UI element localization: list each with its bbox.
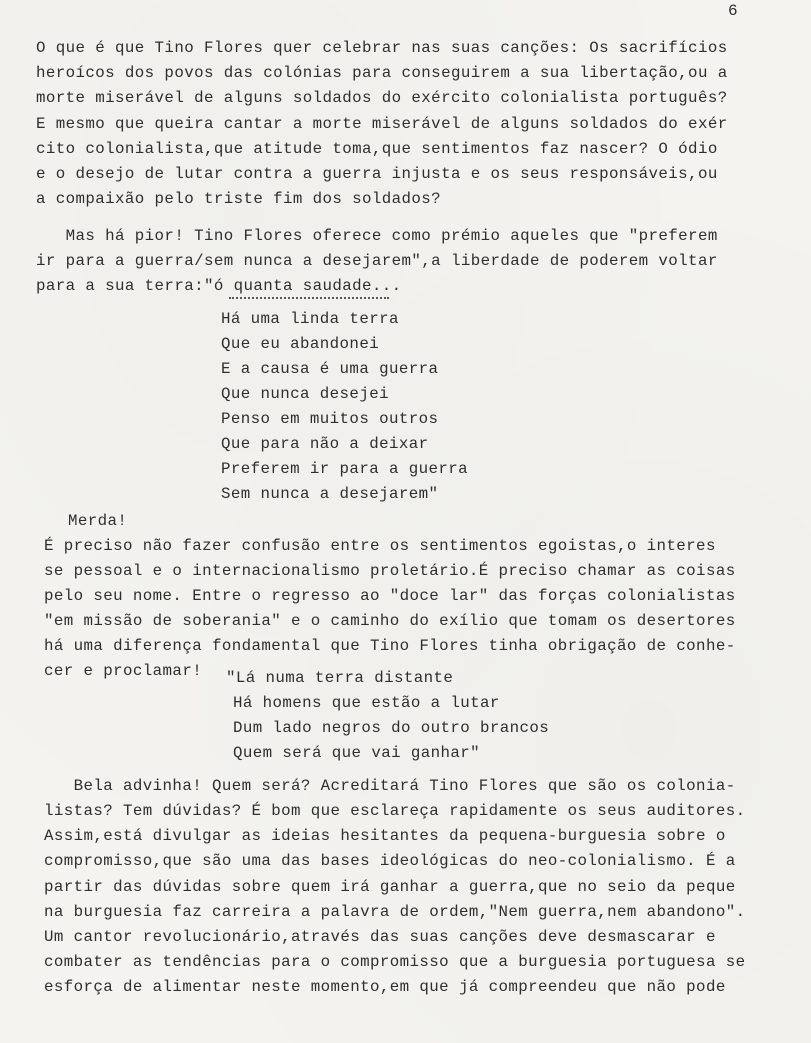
text-line: compromisso,que são uma das bases ideológicas do neo-colonialismo. É a [44,852,736,870]
exclamation: Merda! [68,512,128,530]
text-line: "em missão de soberania" e o caminho do exílio que tomam os desertores [44,612,736,630]
text-line: esforça de alimentar neste momento,em que já compreendeu que não pode [44,978,726,996]
text-line: combater as tendências para o compromisso que a burguesia portuguesa se [44,953,746,971]
verse-line: Penso em muitos outros [221,410,439,428]
text-line: cito colonialista,que atitude toma,que sentimentos faz nascer? O ódio [36,140,718,158]
text-line: se pessoal e o internacionalismo proletário.É preciso chamar as coisas [44,562,736,580]
text-line: listas? Tem dúvidas? É bom que esclareça rapidamente os seus auditores. [44,802,746,820]
verse-line: Que eu abandonei [221,335,380,353]
dotted-underline [229,297,389,299]
verse-line: "Lá numa terra distante [226,669,454,687]
text-line: É preciso não fazer confusão entre os sentimentos egoistas,o interes [44,537,716,555]
verse-line: Dum lado negros do outro brancos [233,719,550,737]
page-number: 6 [728,2,738,20]
text-line: e o desejo de lutar contra a guerra injusta e os seus responsáveis,ou [36,165,718,183]
text-line: Assim,está divulgar as ideias hesitantes da pequena-burguesia sobre o [44,827,726,845]
text-line: há uma diferença fondamental que Tino Flores tinha obrigação de conhe- [44,637,736,655]
verse-line: Há uma linda terra [221,310,399,328]
text-line: Mas há pior! Tino Flores oferece como prémio aqueles que "preferem [36,227,718,245]
text-line: Bela advinha! Quem será? Acreditará Tino Flores que são os colonia- [44,777,736,795]
verse-line: Sem nunca a desejarem" [221,485,439,503]
text-line: E mesmo que queira cantar a morte miserável de alguns soldados do exér [36,115,728,133]
text-line: Um cantor revolucionário,através das suas canções deve desmascarar e [44,928,716,946]
text-line: para a sua terra:"ó quanta saudade... [36,277,402,295]
text-line: cer e proclamar! [44,662,203,680]
verse-line: Preferem ir para a guerra [221,460,468,478]
text-line: a compaixão pelo triste fim dos soldados? [36,190,442,208]
text-line: pelo seu nome. Entre o regresso ao "doce lar" das forças colonialistas [44,587,736,605]
text-line: partir das dúvidas sobre quem irá ganhar a guerra,que no seio da peque [44,878,736,896]
verse-line: Há homens que estão a lutar [233,694,500,712]
verse-line: Que para não a deixar [221,435,429,453]
text-line: O que é que Tino Flores quer celebrar nas suas canções: Os sacrifícios [36,39,728,57]
text-line: na burguesia faz carreira a palavra de ordem,"Nem guerra,nem abandono". [44,903,746,921]
text-line: morte miserável de alguns soldados do exército colonialista português? [36,89,728,107]
verse-line: Que nunca desejei [221,385,389,403]
verse-line: E a causa é uma guerra [221,360,439,378]
text-line: heroícos dos povos das colónias para conseguirem a sua libertação,ou a [36,64,728,82]
text-line: ir para a guerra/sem nunca a desejarem",a liberdade de poderem voltar [36,252,718,270]
verse-line: Quem será que vai ganhar" [233,744,480,762]
